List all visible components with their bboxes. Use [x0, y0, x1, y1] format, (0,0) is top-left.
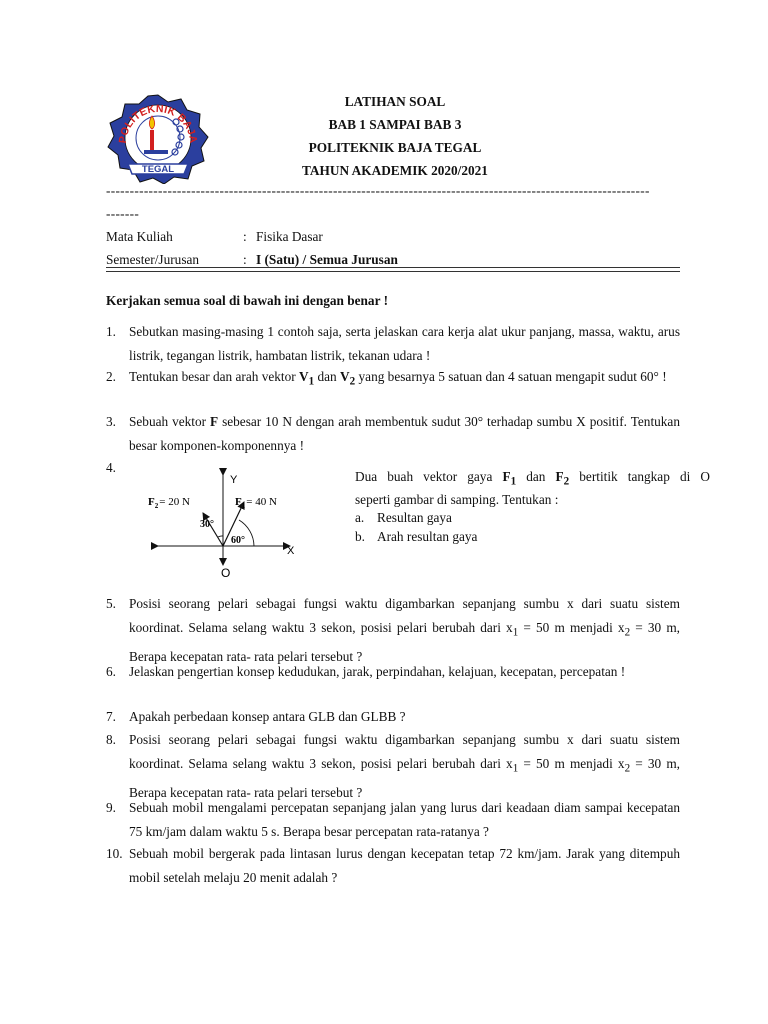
question-text: Sebutkan masing-masing 1 contoh saja, serta jelaskan cara kerja alat ukur panjang, massa, waktu, arus listrik, tegangan listrik, hambatan listrik, tekanan udara ! [129, 324, 680, 363]
question-number: 7. [106, 709, 116, 724]
logo-top-text: POLITEKNIK BAJA [116, 102, 200, 145]
question-text: Apakah perbedaan konsep antara GLB dan GLBB ? [129, 709, 406, 724]
question-text: Jelaskan pengertian konsep kedudukan, jarak, perpindahan, kelajuan, kecepatan, percepatan ! [129, 664, 626, 679]
question-2 [106, 365, 680, 394]
logo-text-overlay [106, 92, 210, 184]
question-text: Posisi seorang pelari sebagai fungsi waktu digambarkan sepanjang sumbu x dari suatu sistem koordinat. Selama selang waktu 3 sekon, posisi pelari berubah dari $x_1 = 50$ m menjadi $x_2 = 30$ m, Berapa kecepatan rata- rata pelari tersebut ? [129, 732, 680, 800]
question-5 [106, 592, 680, 668]
question-3 [106, 410, 680, 457]
question-number: 8. [106, 732, 116, 747]
angle-arc-30 [218, 536, 223, 537]
semester-value: I (Satu) / Semua Jurusan [256, 252, 398, 267]
header-line-2: BAB 1 SAMPAI BAB 3 [328, 117, 462, 132]
vector-diagram [148, 465, 328, 580]
question-text: Tentukan besar dan arah vektor $V_1$ dan $V_2$ yang besarnya 5 satuan dan 4 satuan mengapit sudut 60° ! [129, 369, 667, 388]
header-line-4: TAHUN AKADEMIK 2020/2021 [302, 163, 488, 178]
question-number: 5. [106, 596, 116, 611]
question-number: 10. [106, 846, 123, 861]
question-text: Sebuah mobil mengalami percepatan sepanjang jalan yang lurus dari keadaan diam sampai kecepatan 75 km/jam dalam waktu 5 s. Berapa besar percepatan rata-ratanya ? [129, 800, 680, 839]
question-number: 2. [106, 369, 116, 384]
question-7 [106, 705, 680, 729]
question-number: 1. [106, 324, 116, 339]
question-text: Sebuah vektor F sebesar 10 N dengan arah membentuk sudut 30° terhadap sumbu X positif. Tentukan besar komponen-komponennya ! [129, 414, 680, 453]
q4-item-a: a. Resultan gaya [355, 509, 452, 525]
question-9 [106, 796, 680, 843]
question-number: 6. [106, 664, 116, 679]
question-number: 4. [106, 460, 116, 475]
question-4-description [355, 468, 715, 546]
question-number: 3. [106, 414, 116, 429]
course-row [106, 228, 666, 246]
question-text: Sebuah mobil bergerak pada lintasan lurus dengan kecepatan tetap 72 km/jam. Jarak yang ditempuh mobil setelah melaju 20 menit adalah ? [129, 846, 680, 885]
header-line-3: POLITEKNIK BAJA TEGAL [308, 140, 482, 155]
course-value: Fisika Dasar [256, 229, 323, 244]
separator-line-2: ------- [106, 206, 140, 221]
angle-60-label: 60° [231, 535, 245, 546]
question-1 [106, 320, 680, 367]
x-axis-label: X [287, 545, 295, 557]
question-8 [106, 728, 680, 804]
y-axis-label: Y [230, 474, 238, 486]
course-label: Mata Kuliah [106, 229, 173, 244]
origin-label: O [221, 566, 231, 580]
question-number: 9. [106, 800, 116, 815]
question-6 [106, 660, 680, 684]
instruction-text: Kerjakan semua soal di bawah ini dengan benar ! [106, 293, 388, 308]
separator-line-1: ------------------------------------------------------------------------------------------------------------------- [106, 183, 650, 198]
course-colon: : [243, 229, 247, 244]
semester-colon: : [243, 252, 247, 267]
header-line-1: LATIHAN SOAL [344, 94, 446, 109]
document-header [230, 90, 560, 182]
angle-30-label: 30° [200, 519, 214, 530]
question-10 [106, 842, 680, 889]
header-rule-thin [106, 271, 680, 272]
q4-line-1: Dua buah vektor gaya $F_1$ dan $F_2$ bertitik tangkap di O [355, 469, 710, 488]
svg-text:POLITEKNIK BAJA [117, 103, 199, 144]
header-rule-thick [106, 267, 680, 268]
q4-line-2: seperti gambar di samping. Tentukan : [355, 491, 559, 507]
logo-bottom-text: TEGAL [141, 164, 175, 175]
question-text: Posisi seorang pelari sebagai fungsi waktu digambarkan sepanjang sumbu x dari suatu sistem koordinat. Selama selang waktu 3 sekon, posisi pelari berubah dari $x_1 = 50$ m menjadi $x_2 = 30$ m, Berapa kecepatan rata- rata pelari tersebut ? [129, 596, 680, 664]
semester-label: Semester/Jurusan [106, 252, 200, 267]
f2-label: $F_2= 20$ N [148, 496, 190, 510]
f1-label: $F_1= 40$ N [235, 496, 277, 510]
q4-item-b: b. Arah resultan gaya [355, 528, 478, 544]
